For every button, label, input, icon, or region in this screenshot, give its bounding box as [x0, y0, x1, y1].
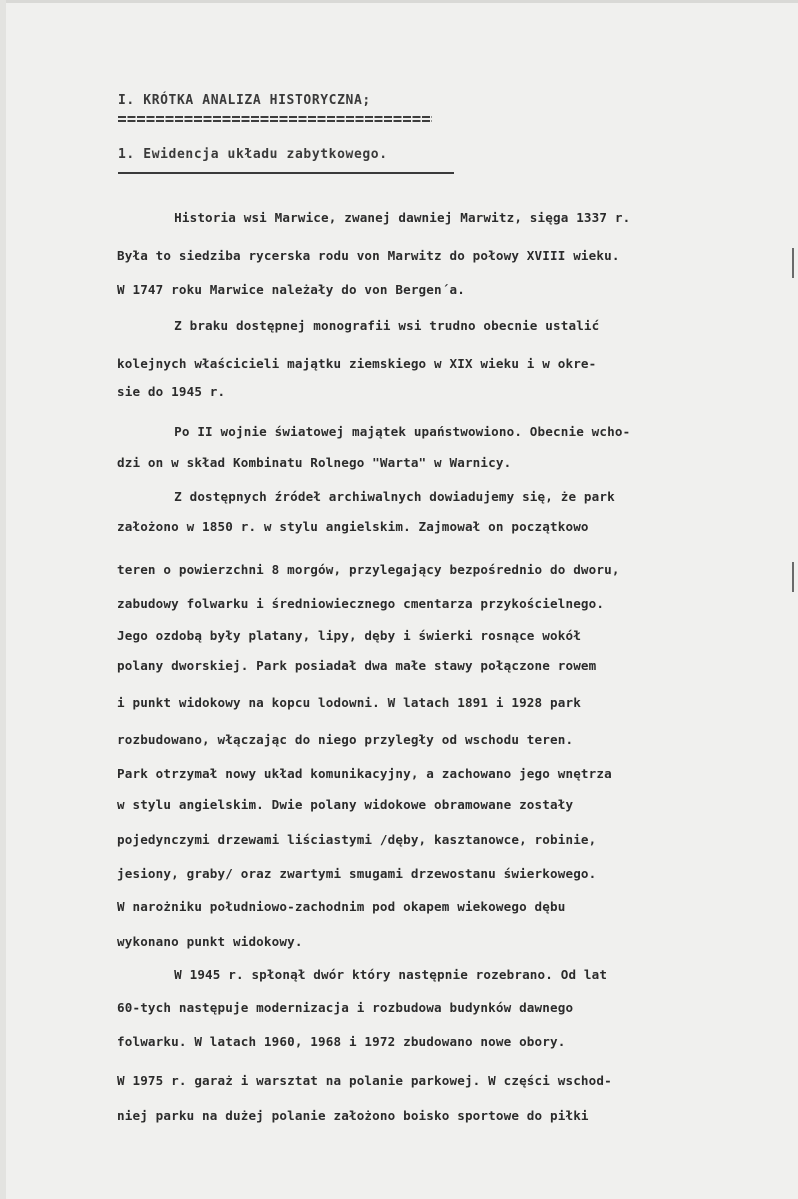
double-underline-top	[118, 116, 432, 118]
body-line: kolejnych właścicieli majątku ziemskiego w XIX wieku i w okre-	[117, 356, 597, 371]
body-line: dzi on w skład Kombinatu Rolnego "Warta" w Warnicy.	[117, 455, 512, 470]
body-line: założono w 1850 r. w stylu angielskim. Zajmował on początkowo	[117, 519, 589, 534]
body-line: Park otrzymał nowy układ komunikacyjny, a zachowano jego wnętrza	[117, 766, 612, 781]
body-line: folwarku. W latach 1960, 1968 i 1972 zbudowano nowe obory.	[117, 1034, 566, 1049]
body-line: W narożniku południowo-zachodnim pod okapem wiekowego dębu	[117, 899, 566, 914]
body-line: sie do 1945 r.	[117, 384, 226, 399]
body-line: W 1975 r. garaż i warsztat na polanie parkowej. W części wschod-	[117, 1073, 612, 1088]
margin-mark	[788, 248, 794, 278]
body-line: rozbudowano, włączając do niego przyległy od wschodu teren.	[117, 732, 574, 747]
body-line: Jego ozdobą były platany, lipy, dęby i świerki rosnące wokół	[117, 628, 581, 643]
body-line: Była to siedziba rycerska rodu von Marwitz do połowy XVIII wieku.	[117, 248, 620, 263]
body-line: Po II wojnie światowej majątek upaństwowiono. Obecnie wcho-	[120, 424, 631, 439]
body-line: niej parku na dużej polanie założono boisko sportowe do piłki	[117, 1108, 589, 1123]
page-left-edge	[0, 0, 6, 1199]
subsection-title: 1. Ewidencja układu zabytkowego.	[118, 147, 388, 162]
margin-mark	[788, 562, 794, 592]
double-underline-bottom	[118, 120, 432, 122]
subsection-underline	[118, 172, 454, 174]
body-line: W 1945 r. spłonął dwór który następnie rozebrano. Od lat	[120, 967, 608, 982]
body-line: zabudowy folwarku i średniowiecznego cmentarza przykościelnego.	[117, 596, 605, 611]
body-line: teren o powierzchni 8 morgów, przylegający bezpośrednio do dworu,	[117, 562, 620, 577]
body-line: 60-tych następuje modernizacja i rozbudowa budynków dawnego	[117, 1000, 574, 1015]
body-line: w stylu angielskim. Dwie polany widokowe obramowane zostały	[117, 797, 574, 812]
body-line: W 1747 roku Marwice należały do von Bergen´a.	[117, 282, 465, 297]
body-line: polany dworskiej. Park posiadał dwa małe stawy połączone rowem	[117, 658, 597, 673]
section-title: I. KRÓTKA ANALIZA HISTORYCZNA;	[118, 93, 371, 108]
page-top-edge	[0, 0, 798, 3]
body-line: Z braku dostępnej monografii wsi trudno obecnie ustalić	[120, 318, 600, 333]
body-line: Z dostępnych źródeł archiwalnych dowiadujemy się, że park	[120, 489, 615, 504]
body-line: jesiony, graby/ oraz zwartymi smugami drzewostanu świerkowego.	[117, 866, 597, 881]
body-line: Historia wsi Marwice, zwanej dawniej Marwitz, sięga 1337 r.	[120, 210, 631, 225]
body-line: i punkt widokowy na kopcu lodowni. W latach 1891 i 1928 park	[117, 695, 581, 710]
body-line: wykonano punkt widokowy.	[117, 934, 303, 949]
body-line: pojedynczymi drzewami liściastymi /dęby, kasztanowce, robinie,	[117, 832, 597, 847]
